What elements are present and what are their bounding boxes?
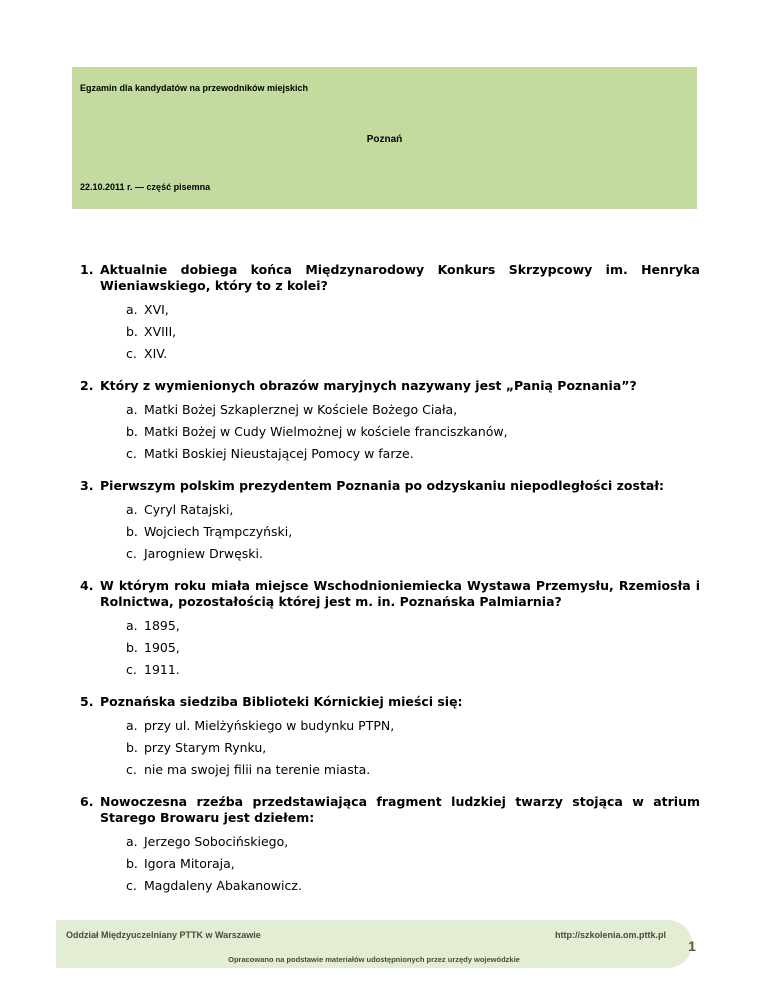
answer-option (126, 718, 700, 740)
answer-option (126, 856, 700, 878)
question-text: Poznańska siedziba Biblioteki Kórnickiej mieści się: (100, 694, 463, 709)
option-letter: a. (126, 302, 138, 317)
answer-option (126, 324, 700, 346)
answer-option (126, 618, 700, 640)
answer-option (126, 878, 700, 900)
option-letter: c. (126, 346, 137, 361)
option-letter: c. (126, 878, 137, 893)
option-text: nie ma swojej filii na terenie miasta. (144, 762, 371, 777)
exam-title: Egzamin dla kandydatów na przewodników miejskich (80, 83, 309, 93)
question-1 (80, 262, 700, 368)
question-number: 1. (80, 262, 94, 277)
option-text: Igora Mitoraja, (144, 856, 235, 871)
option-text: 1895, (144, 618, 180, 633)
option-letter: b. (126, 524, 138, 539)
option-text: Cyryl Ratajski, (144, 502, 234, 517)
question-number: 3. (80, 478, 94, 493)
option-text: XVI, (144, 302, 169, 317)
footer-organization: Oddział Międzyuczelniany PTTK w Warszawie (66, 930, 261, 940)
answer-options (126, 302, 700, 368)
option-text: XVIII, (144, 324, 177, 339)
option-letter: c. (126, 662, 137, 677)
option-text: Magdaleny Abakanowicz. (144, 878, 302, 893)
answer-option (126, 640, 700, 662)
option-letter: c. (126, 446, 137, 461)
answer-option (126, 546, 700, 568)
option-text: Jarogniew Drwęski. (144, 546, 263, 561)
question-text: Pierwszym polskim prezydentem Poznania po odzyskaniu niepodległości został: (100, 478, 664, 493)
question-3 (80, 478, 700, 568)
option-text: przy Starym Rynku, (144, 740, 267, 755)
option-letter: a. (126, 834, 138, 849)
page-footer (56, 920, 692, 968)
footer-url: http://szkolenia.om.pttk.pl (554, 930, 666, 940)
exam-date: 22.10.2011 r. — część pisemna (80, 182, 211, 192)
page-number: 1 (688, 938, 696, 954)
option-letter: c. (126, 762, 137, 777)
question-number: 2. (80, 378, 94, 393)
option-text: Matki Bożej w Cudy Wielmożnej w kościele franciszkanów, (144, 424, 508, 439)
answer-option (126, 834, 700, 856)
answer-options (126, 402, 700, 468)
option-text: przy ul. Mielżyńskiego w budynku PTPN, (144, 718, 395, 733)
answer-option (126, 402, 700, 424)
question-5 (80, 694, 700, 784)
answer-option (126, 446, 700, 468)
option-text: Jerzego Sobocińskiego, (144, 834, 289, 849)
question-number: 4. (80, 578, 94, 593)
question-text: Nowoczesna rzeźba przedstawiająca fragment ludzkiej twarzy stojąca w atrium Starego Browaru jest dziełem: (100, 794, 700, 825)
question-2 (80, 378, 700, 468)
answer-option (126, 424, 700, 446)
answer-options (126, 834, 700, 900)
option-letter: a. (126, 718, 138, 733)
answer-option (126, 346, 700, 368)
answer-option (126, 740, 700, 762)
option-text: Wojciech Trąmpczyński, (144, 524, 293, 539)
answer-options (126, 718, 700, 784)
exam-header (72, 67, 697, 209)
option-letter: b. (126, 856, 138, 871)
option-letter: a. (126, 502, 138, 517)
question-4 (80, 578, 700, 684)
option-letter: a. (126, 402, 138, 417)
option-letter: b. (126, 324, 138, 339)
question-text: Aktualnie dobiega końca Międzynarodowy Konkurs Skrzypcowy im. Henryka Wieniawskiego, który to z kolei? (100, 262, 700, 293)
question-number: 5. (80, 694, 94, 709)
option-letter: b. (126, 640, 138, 655)
option-text: 1905, (144, 640, 180, 655)
option-text: Matki Bożej Szkaplerznej w Kościele Bożego Ciała, (144, 402, 458, 417)
answer-option (126, 502, 700, 524)
question-text: W którym roku miała miejsce Wschodnioniemiecka Wystawa Przemysłu, Rzemiosła i Rolnictwa, pozostałością której jest m. in. Poznańska Palmiarnia? (100, 578, 700, 609)
answer-option (126, 762, 700, 784)
answer-option (126, 662, 700, 684)
option-text: Matki Boskiej Nieustającej Pomocy w farze. (144, 446, 414, 461)
question-text: Który z wymienionych obrazów maryjnych nazywany jest „Panią Poznania”? (100, 378, 637, 393)
option-text: XIV. (144, 346, 168, 361)
answer-options (126, 502, 700, 568)
option-letter: b. (126, 424, 138, 439)
question-number: 6. (80, 794, 94, 809)
option-letter: c. (126, 546, 137, 561)
answer-option (126, 302, 700, 324)
option-letter: a. (126, 618, 138, 633)
question-list (80, 262, 700, 910)
city-title: Poznań (366, 134, 403, 145)
option-letter: b. (126, 740, 138, 755)
footer-note: Opracowano na podstawie materiałów udostępnionych przez urzędy wojewódzkie (228, 955, 520, 964)
answer-option (126, 524, 700, 546)
option-text: 1911. (144, 662, 180, 677)
question-6 (80, 794, 700, 900)
answer-options (126, 618, 700, 684)
